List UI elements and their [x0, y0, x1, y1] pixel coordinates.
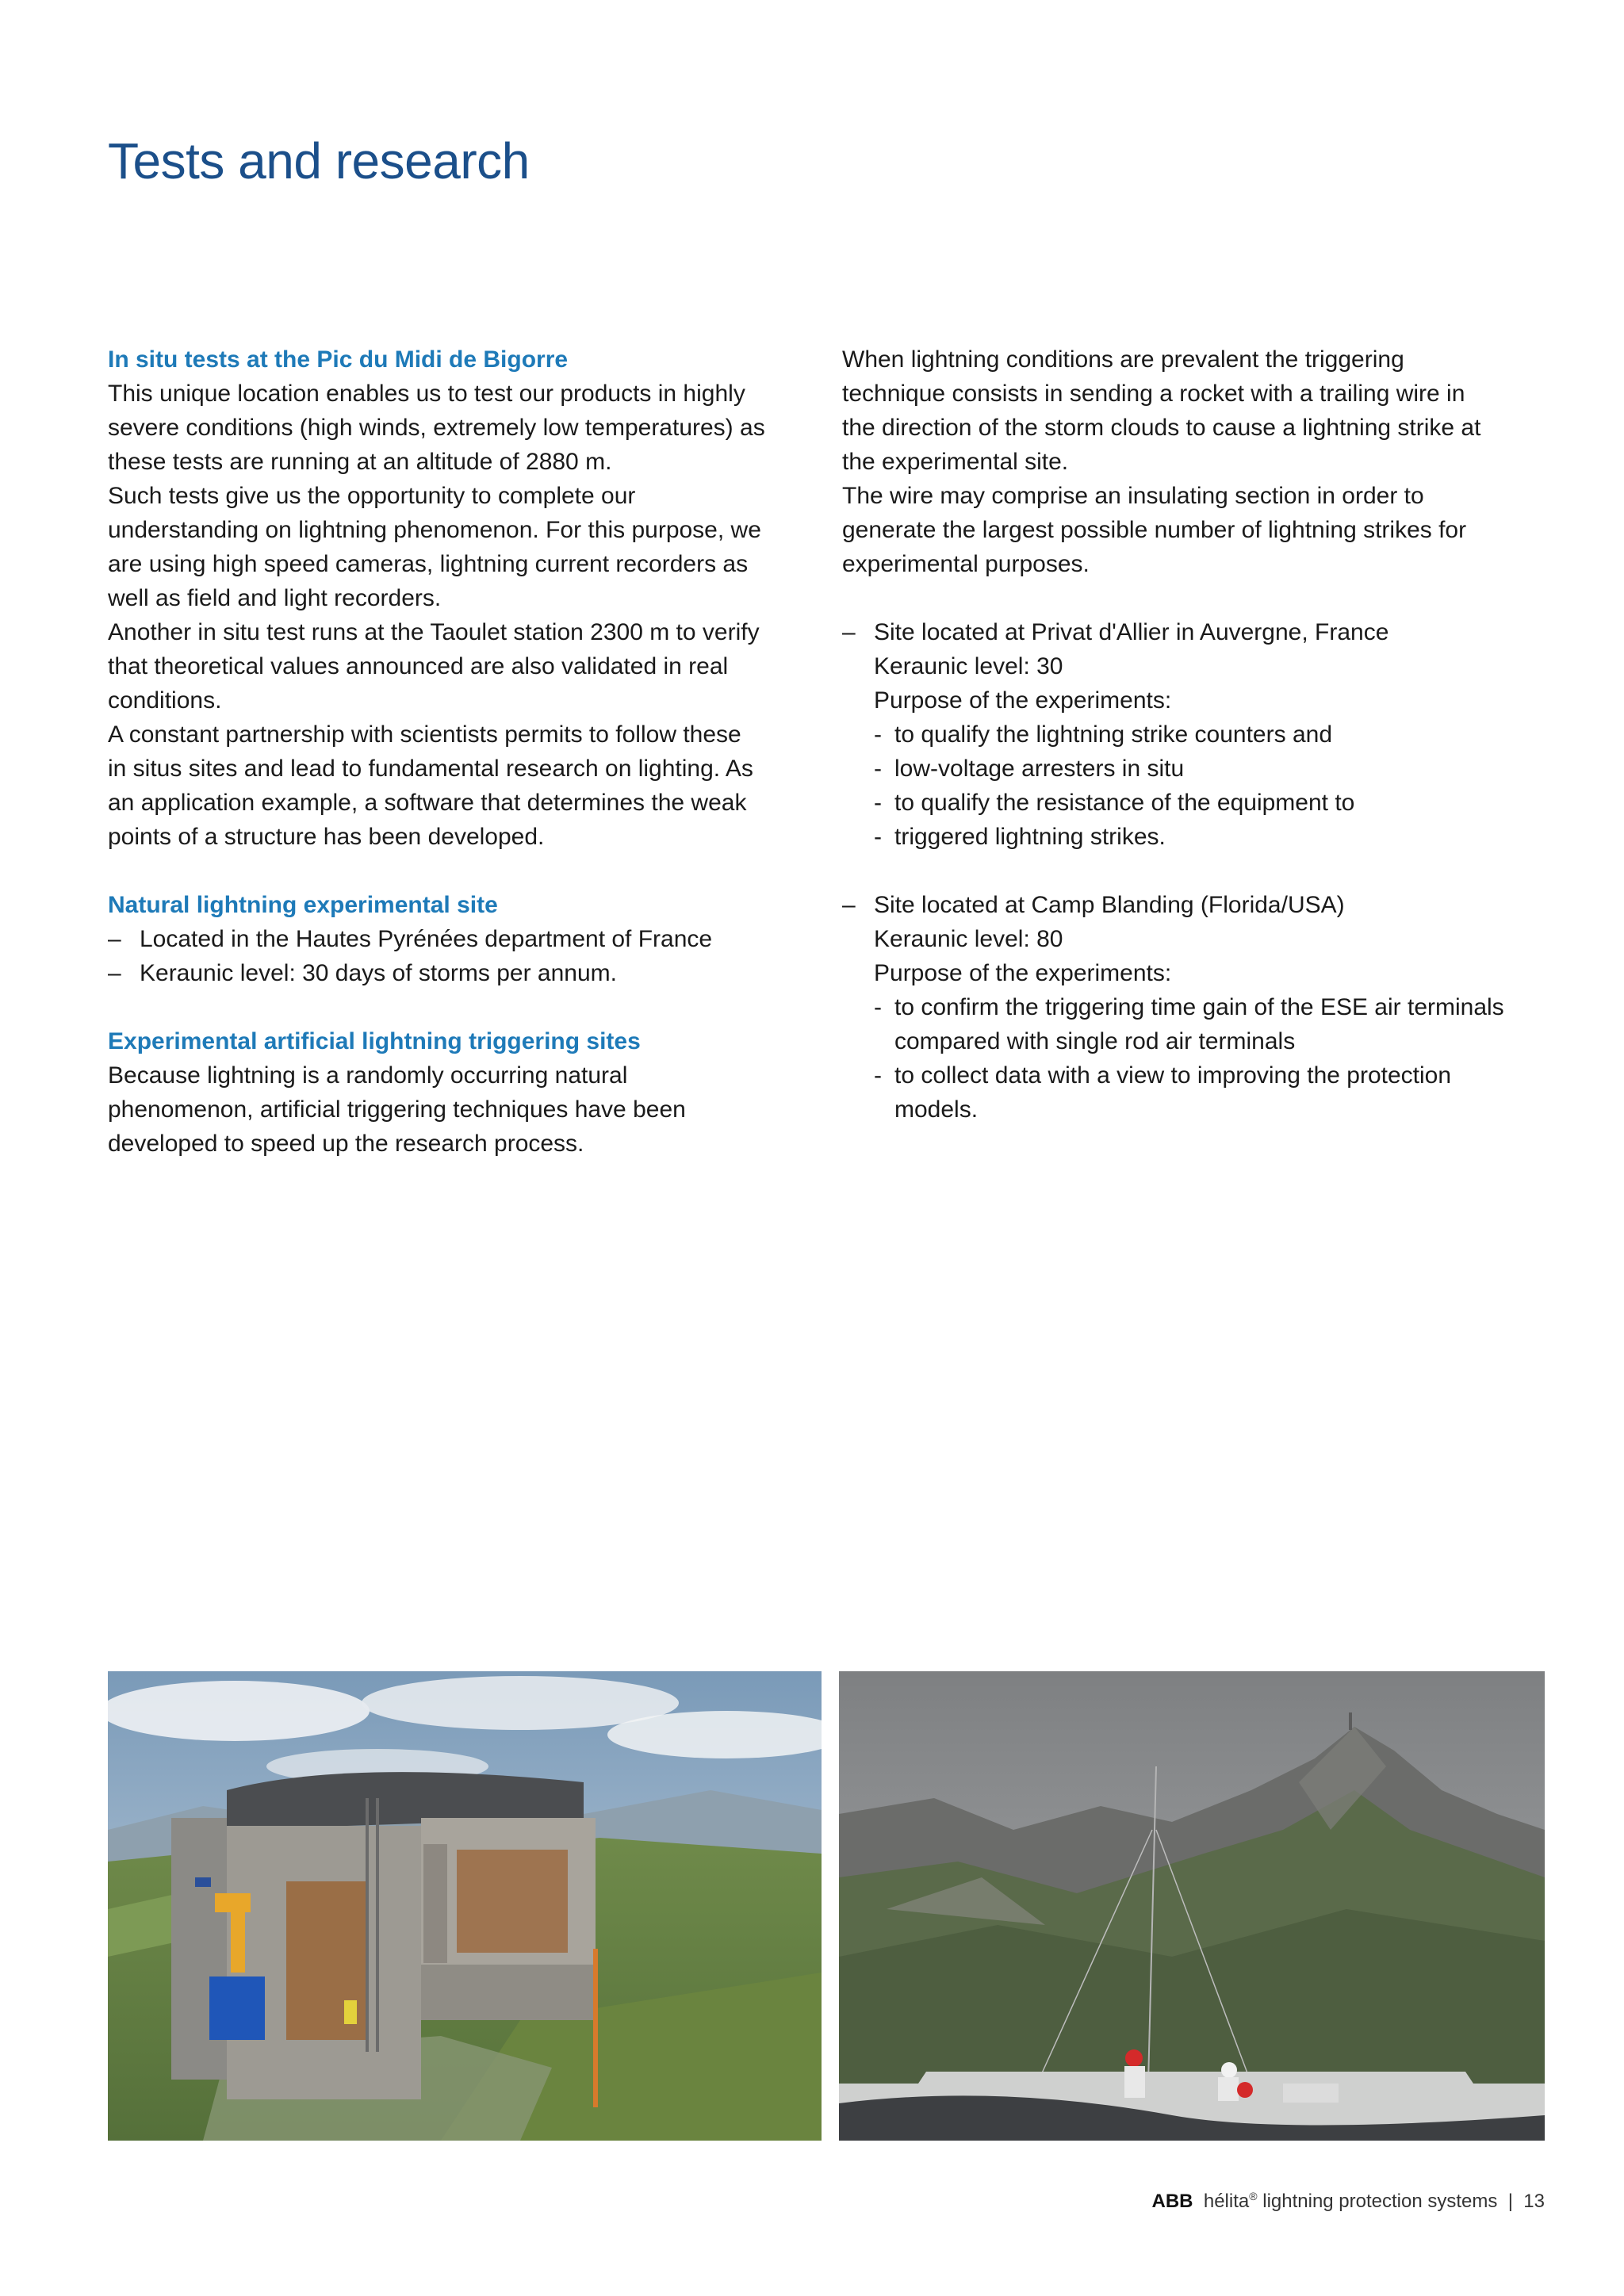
body-line: in situs sites and lead to fundamental research on lighting. As: [108, 756, 753, 782]
sub-item: - triggered lightning strikes.: [874, 824, 1166, 850]
left-column: [108, 342, 822, 1161]
page-number: 13: [1523, 2191, 1545, 2212]
dash-marker: –: [108, 926, 121, 952]
dash-marker: –: [842, 619, 856, 645]
body-line: Such tests give us the opportunity to complete our: [108, 483, 636, 509]
footer-text: lightning protection systems: [1257, 2191, 1498, 2212]
page-title: Tests and research: [108, 132, 530, 189]
dash-marker: –: [842, 892, 856, 918]
station-building-photo: [108, 1671, 822, 2141]
body-line: Because lightning is a randomly occurring natural: [108, 1062, 628, 1089]
sub-item: - to qualify the resistance of the equipment to: [874, 790, 1355, 816]
body-line: points of a structure has been developed.: [108, 824, 545, 850]
purpose-label: Purpose of the experiments:: [874, 960, 1172, 986]
product-name: hélita: [1203, 2191, 1250, 2212]
body-line: generate the largest possible number of lightning strikes for: [842, 517, 1467, 543]
body-line: are using high speed cameras, lightning current recorders as: [108, 551, 749, 577]
body-line: these tests are running at an altitude of 2880 m.: [108, 449, 612, 475]
sub-item: - to qualify the lightning strike counters and: [874, 721, 1332, 748]
site-item-camp-blanding: – Site located at Camp Blanding (Florida/USA): [842, 888, 1556, 922]
keraunic-level: Keraunic level: 80: [874, 926, 1063, 952]
dash-marker: –: [108, 960, 121, 986]
body-line: experimental purposes.: [842, 551, 1090, 577]
body-line: an application example, a software that determines the weak: [108, 790, 747, 816]
body-line: Another in situ test runs at the Taoulet station 2300 m to verify: [108, 619, 760, 645]
sub-item: - to collect data with a view to improving the protection: [874, 1062, 1452, 1089]
sub-item-continuation: models.: [894, 1096, 979, 1123]
body-line: This unique location enables us to test our products in highly: [108, 381, 745, 407]
body-line: understanding on lightning phenomenon. For this purpose, we: [108, 517, 761, 543]
body-line: technique consists in sending a rocket with a trailing wire in: [842, 381, 1465, 407]
section-heading-artificial-triggering: Experimental artificial lightning triggering sites: [108, 1028, 641, 1054]
page-footer: [1152, 2190, 1545, 2213]
body-line: severe conditions (high winds, extremely low temperatures) as: [108, 415, 765, 441]
body-line: that theoretical values announced are also validated in real: [108, 653, 729, 679]
registered-mark: ®: [1249, 2190, 1258, 2202]
abb-logo: ABB: [1151, 2191, 1193, 2212]
sub-item: - to confirm the triggering time gain of the ESE air terminals: [874, 994, 1504, 1020]
body-line: conditions.: [108, 687, 222, 714]
sub-item: - low-voltage arresters in situ: [874, 756, 1185, 782]
list-item: – Located in the Hautes Pyrénées department of France: [108, 922, 822, 956]
body-line: The wire may comprise an insulating section in order to: [842, 483, 1424, 509]
right-column: [842, 342, 1556, 1127]
mountain-rooftop-image: [839, 1671, 1545, 2141]
body-line: well as field and light recorders.: [108, 585, 442, 611]
body-line: the experimental site.: [842, 449, 1069, 475]
body-line: developed to speed up the research process.: [108, 1131, 584, 1157]
keraunic-level: Keraunic level: 30: [874, 653, 1063, 679]
body-line: When lightning conditions are prevalent the triggering: [842, 346, 1404, 373]
body-line: phenomenon, artificial triggering techniques have been: [108, 1096, 686, 1123]
purpose-label: Purpose of the experiments:: [874, 687, 1172, 714]
station-building-image: [108, 1671, 822, 2141]
body-line: A constant partnership with scientists permits to follow these: [108, 721, 741, 748]
footer-separator: |: [1507, 2191, 1513, 2212]
site-item-privat-dallier: – Site located at Privat d'Allier in Auvergne, France: [842, 615, 1556, 649]
list-item: – Keraunic level: 30 days of storms per annum.: [108, 956, 822, 990]
section-heading-natural-site: Natural lightning experimental site: [108, 892, 498, 918]
lightning-triggering-photo: [839, 1671, 1545, 2141]
body-line: the direction of the storm clouds to cause a lightning strike at: [842, 415, 1481, 441]
section-heading-pic-du-midi: In situ tests at the Pic du Midi de Bigorre: [108, 346, 569, 373]
sub-item-continuation: compared with single rod air terminals: [894, 1028, 1296, 1054]
